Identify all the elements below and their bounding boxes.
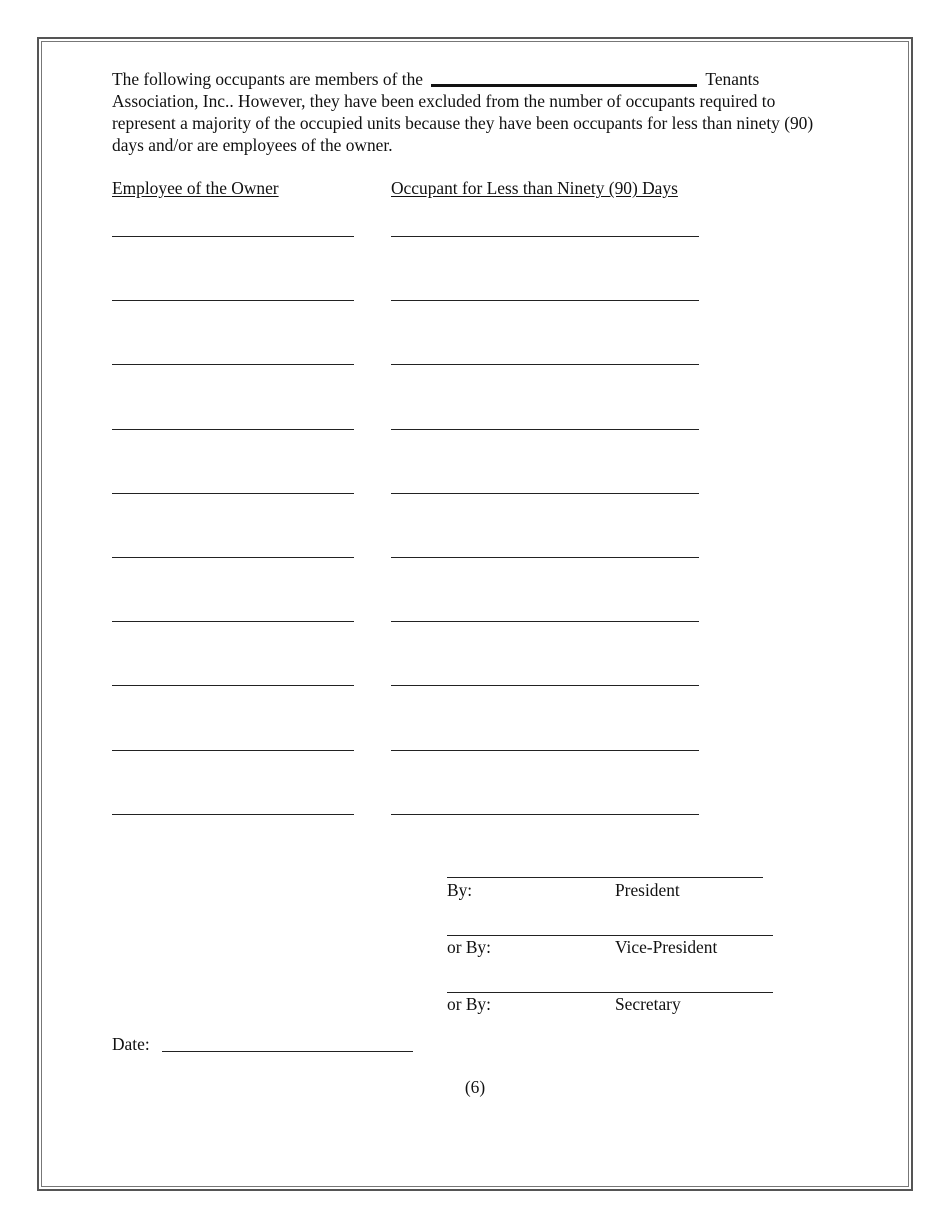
vice-president-by-label: or By: <box>447 937 491 957</box>
secretary-signature-line[interactable] <box>447 992 773 993</box>
date-blank-line[interactable] <box>162 1051 413 1052</box>
occupant-blank-line[interactable] <box>391 814 699 815</box>
president-by-label: By: <box>447 880 473 900</box>
employee-blank-line[interactable] <box>112 814 354 815</box>
short-term-occupant-header: Occupant for Less than Ninety (90) Days <box>391 178 678 198</box>
employee-blank-line[interactable] <box>112 429 354 430</box>
employee-blank-line[interactable] <box>112 557 354 558</box>
intro-paragraph <box>112 68 842 156</box>
vice-president-signature-line[interactable] <box>447 935 773 936</box>
employee-blank-line[interactable] <box>112 685 354 686</box>
intro-text-after: Tenants Association, Inc.. However, they have been excluded from the number of occupants required to represent a majority of the occupied units because they have been occupants for less than ninety (90) days and/or are employees of the owner. <box>112 69 814 155</box>
occupant-blank-line[interactable] <box>391 300 699 301</box>
employee-blank-line[interactable] <box>112 621 354 622</box>
employee-blank-line[interactable] <box>112 364 354 365</box>
president-title: President <box>615 880 680 900</box>
occupant-blank-line[interactable] <box>391 364 699 365</box>
employee-blank-line[interactable] <box>112 236 354 237</box>
occupant-blank-line[interactable] <box>391 429 699 430</box>
page-border-inner <box>41 41 909 1187</box>
president-signature-line[interactable] <box>447 877 763 878</box>
occupant-blank-line[interactable] <box>391 750 699 751</box>
page-number: (6) <box>464 1077 486 1097</box>
occupant-blank-line[interactable] <box>391 236 699 237</box>
secretary-by-label: or By: <box>447 994 491 1014</box>
occupant-blank-line[interactable] <box>391 621 699 622</box>
occupant-blank-line[interactable] <box>391 685 699 686</box>
employee-blank-line[interactable] <box>112 493 354 494</box>
employee-of-owner-header: Employee of the Owner <box>112 178 279 198</box>
date-label: Date: <box>112 1034 150 1054</box>
vice-president-title: Vice-President <box>615 937 718 957</box>
occupant-blank-line[interactable] <box>391 557 699 558</box>
employee-blank-line[interactable] <box>112 300 354 301</box>
secretary-title: Secretary <box>615 994 681 1014</box>
employee-blank-line[interactable] <box>112 750 354 751</box>
association-name-blank[interactable] <box>431 74 697 87</box>
occupant-blank-line[interactable] <box>391 493 699 494</box>
intro-text-before: The following occupants are members of the <box>112 69 423 89</box>
